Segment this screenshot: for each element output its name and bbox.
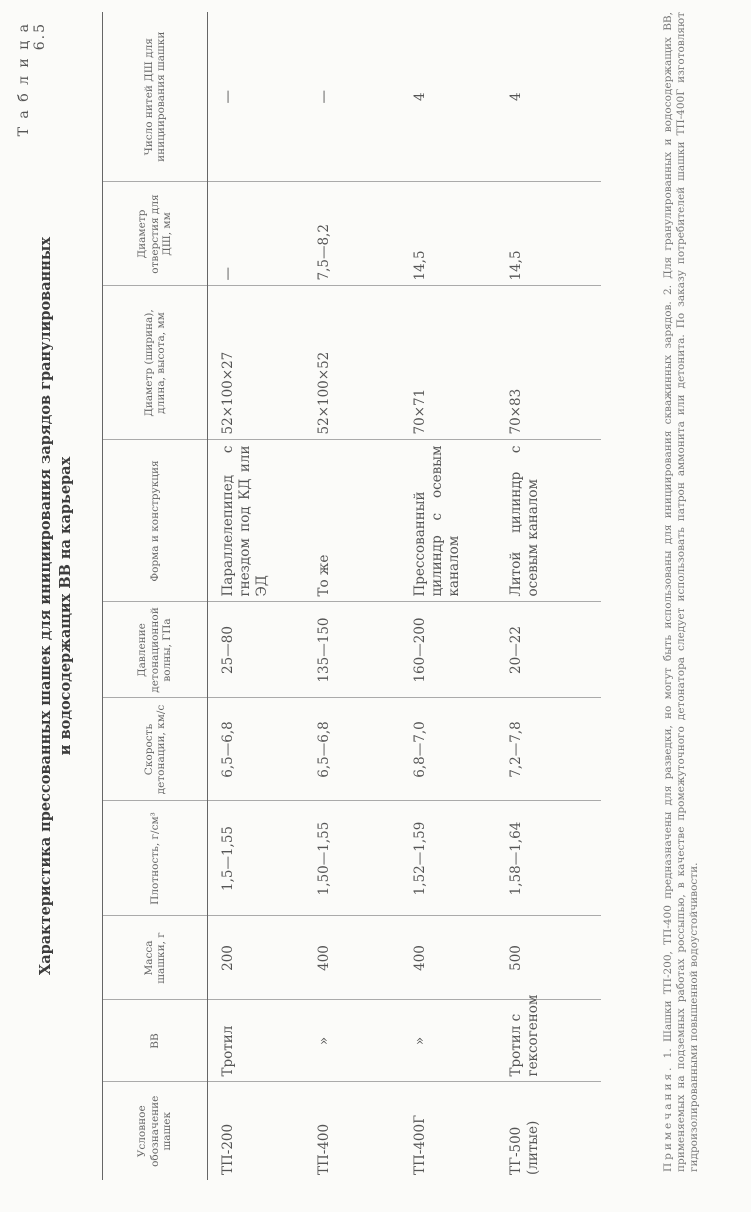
column-header: ВВ xyxy=(103,1000,208,1082)
cell-threads: — xyxy=(208,12,314,182)
cell-threads: — xyxy=(313,12,409,182)
table-row xyxy=(313,12,409,1180)
cell-detonation-speed: 6,8—7,0 xyxy=(409,698,505,801)
cell-dimensions: 70×71 xyxy=(409,286,505,440)
table-notes xyxy=(662,12,701,1172)
table-number-label: Т а б л и ц а 6.5 xyxy=(16,22,48,137)
notes-text: 1. Шашки ТП-200, ТП-400 предназначены для разведки, но могут быть использованы для инициирования скважинных зарядов. 2. Для гранулированных и водосодержащих ВВ, применяемых на подземных работах россыпью, в качестве промежуточного детонатора следует использовать патрон аммонита или детонита. По заказу потребителей шашки ТП-400Г изготовляют гидроизолированными повышенной водоустойчивости. xyxy=(662,12,700,1172)
cell-hole-diameter: 7,5—8,2 xyxy=(313,182,409,286)
cell-hole-diameter: 14,5 xyxy=(505,182,601,286)
column-header: Плотность, г/см³ xyxy=(103,801,208,916)
cell-pressure: 25—80 xyxy=(208,602,314,698)
column-header: Скорость детонации, км/с xyxy=(103,698,208,801)
cell-form: Параллелепипед с гнездом под КД или ЭД xyxy=(208,440,314,602)
cell-pressure: 160—200 xyxy=(409,602,505,698)
cell-form: То же xyxy=(313,440,409,602)
cell-explosive: Тротил xyxy=(208,1000,314,1082)
cell-detonation-speed: 6,5—6,8 xyxy=(208,698,314,801)
cell-threads: 4 xyxy=(409,12,505,182)
cell-density: 1,50—1,55 xyxy=(313,801,409,916)
cell-hole-diameter: 14,5 xyxy=(409,182,505,286)
cell-form: Прессованный цилиндр с осевым каналом xyxy=(409,440,505,602)
table-row xyxy=(409,12,505,1180)
cell-dimensions: 52×100×27 xyxy=(208,286,314,440)
column-header: Условное обозначение шашек xyxy=(103,1082,208,1180)
cell-designation: ТП-400 xyxy=(316,1123,332,1175)
cell-density: 1,5—1,55 xyxy=(208,801,314,916)
cell-mass: 400 xyxy=(409,916,505,1000)
column-header: Форма и конструкция xyxy=(103,440,208,602)
cell-mass: 200 xyxy=(208,916,314,1000)
cell-designation: ТП-400Г xyxy=(412,1114,428,1175)
cell-hole-diameter: — xyxy=(208,182,314,286)
table-row xyxy=(208,12,314,1180)
cell-explosive: » xyxy=(313,1000,409,1082)
cell-detonation-speed: 6,5—6,8 xyxy=(313,698,409,801)
table-title-line-1: Характеристика прессованных шашек для инициирования зарядов гранулированных xyxy=(37,236,54,976)
cell-designation: ТГ-500 (литые) xyxy=(508,1120,541,1175)
cell-explosive: Тротил с гексогеном xyxy=(505,1000,601,1082)
cell-dimensions: 52×100×52 xyxy=(313,286,409,440)
cell-detonation-speed: 7,2—7,8 xyxy=(505,698,601,801)
notes-label: Примечания. xyxy=(662,1064,674,1172)
cell-mass: 500 xyxy=(505,916,601,1000)
cell-pressure: 20—22 xyxy=(505,602,601,698)
table-title xyxy=(36,0,76,1212)
cell-density: 1,52—1,59 xyxy=(409,801,505,916)
column-header: Давление детонационной волны, ГПа xyxy=(103,602,208,698)
table-row xyxy=(505,12,601,1180)
cell-designation: ТП-200 xyxy=(220,1123,236,1175)
characteristics-table xyxy=(102,12,601,1180)
column-header: Диаметр отверстия для ДШ, мм xyxy=(103,182,208,286)
column-header: Диаметр (ширина), длина, высота, мм xyxy=(103,286,208,440)
cell-mass: 400 xyxy=(313,916,409,1000)
table-header-row xyxy=(103,12,208,1180)
cell-explosive: » xyxy=(409,1000,505,1082)
cell-density: 1,58—1,64 xyxy=(505,801,601,916)
column-header: Число нитей ДШ для инициирования шашки xyxy=(103,12,208,182)
table-title-line-2: и водосодержащих ВВ на карьерах xyxy=(57,456,74,756)
cell-threads: 4 xyxy=(505,12,601,182)
cell-pressure: 135—150 xyxy=(313,602,409,698)
column-header: Масса шашки, г xyxy=(103,916,208,1000)
cell-form: Литой цилиндр с осевым каналом xyxy=(505,440,601,602)
cell-dimensions: 70×83 xyxy=(505,286,601,440)
